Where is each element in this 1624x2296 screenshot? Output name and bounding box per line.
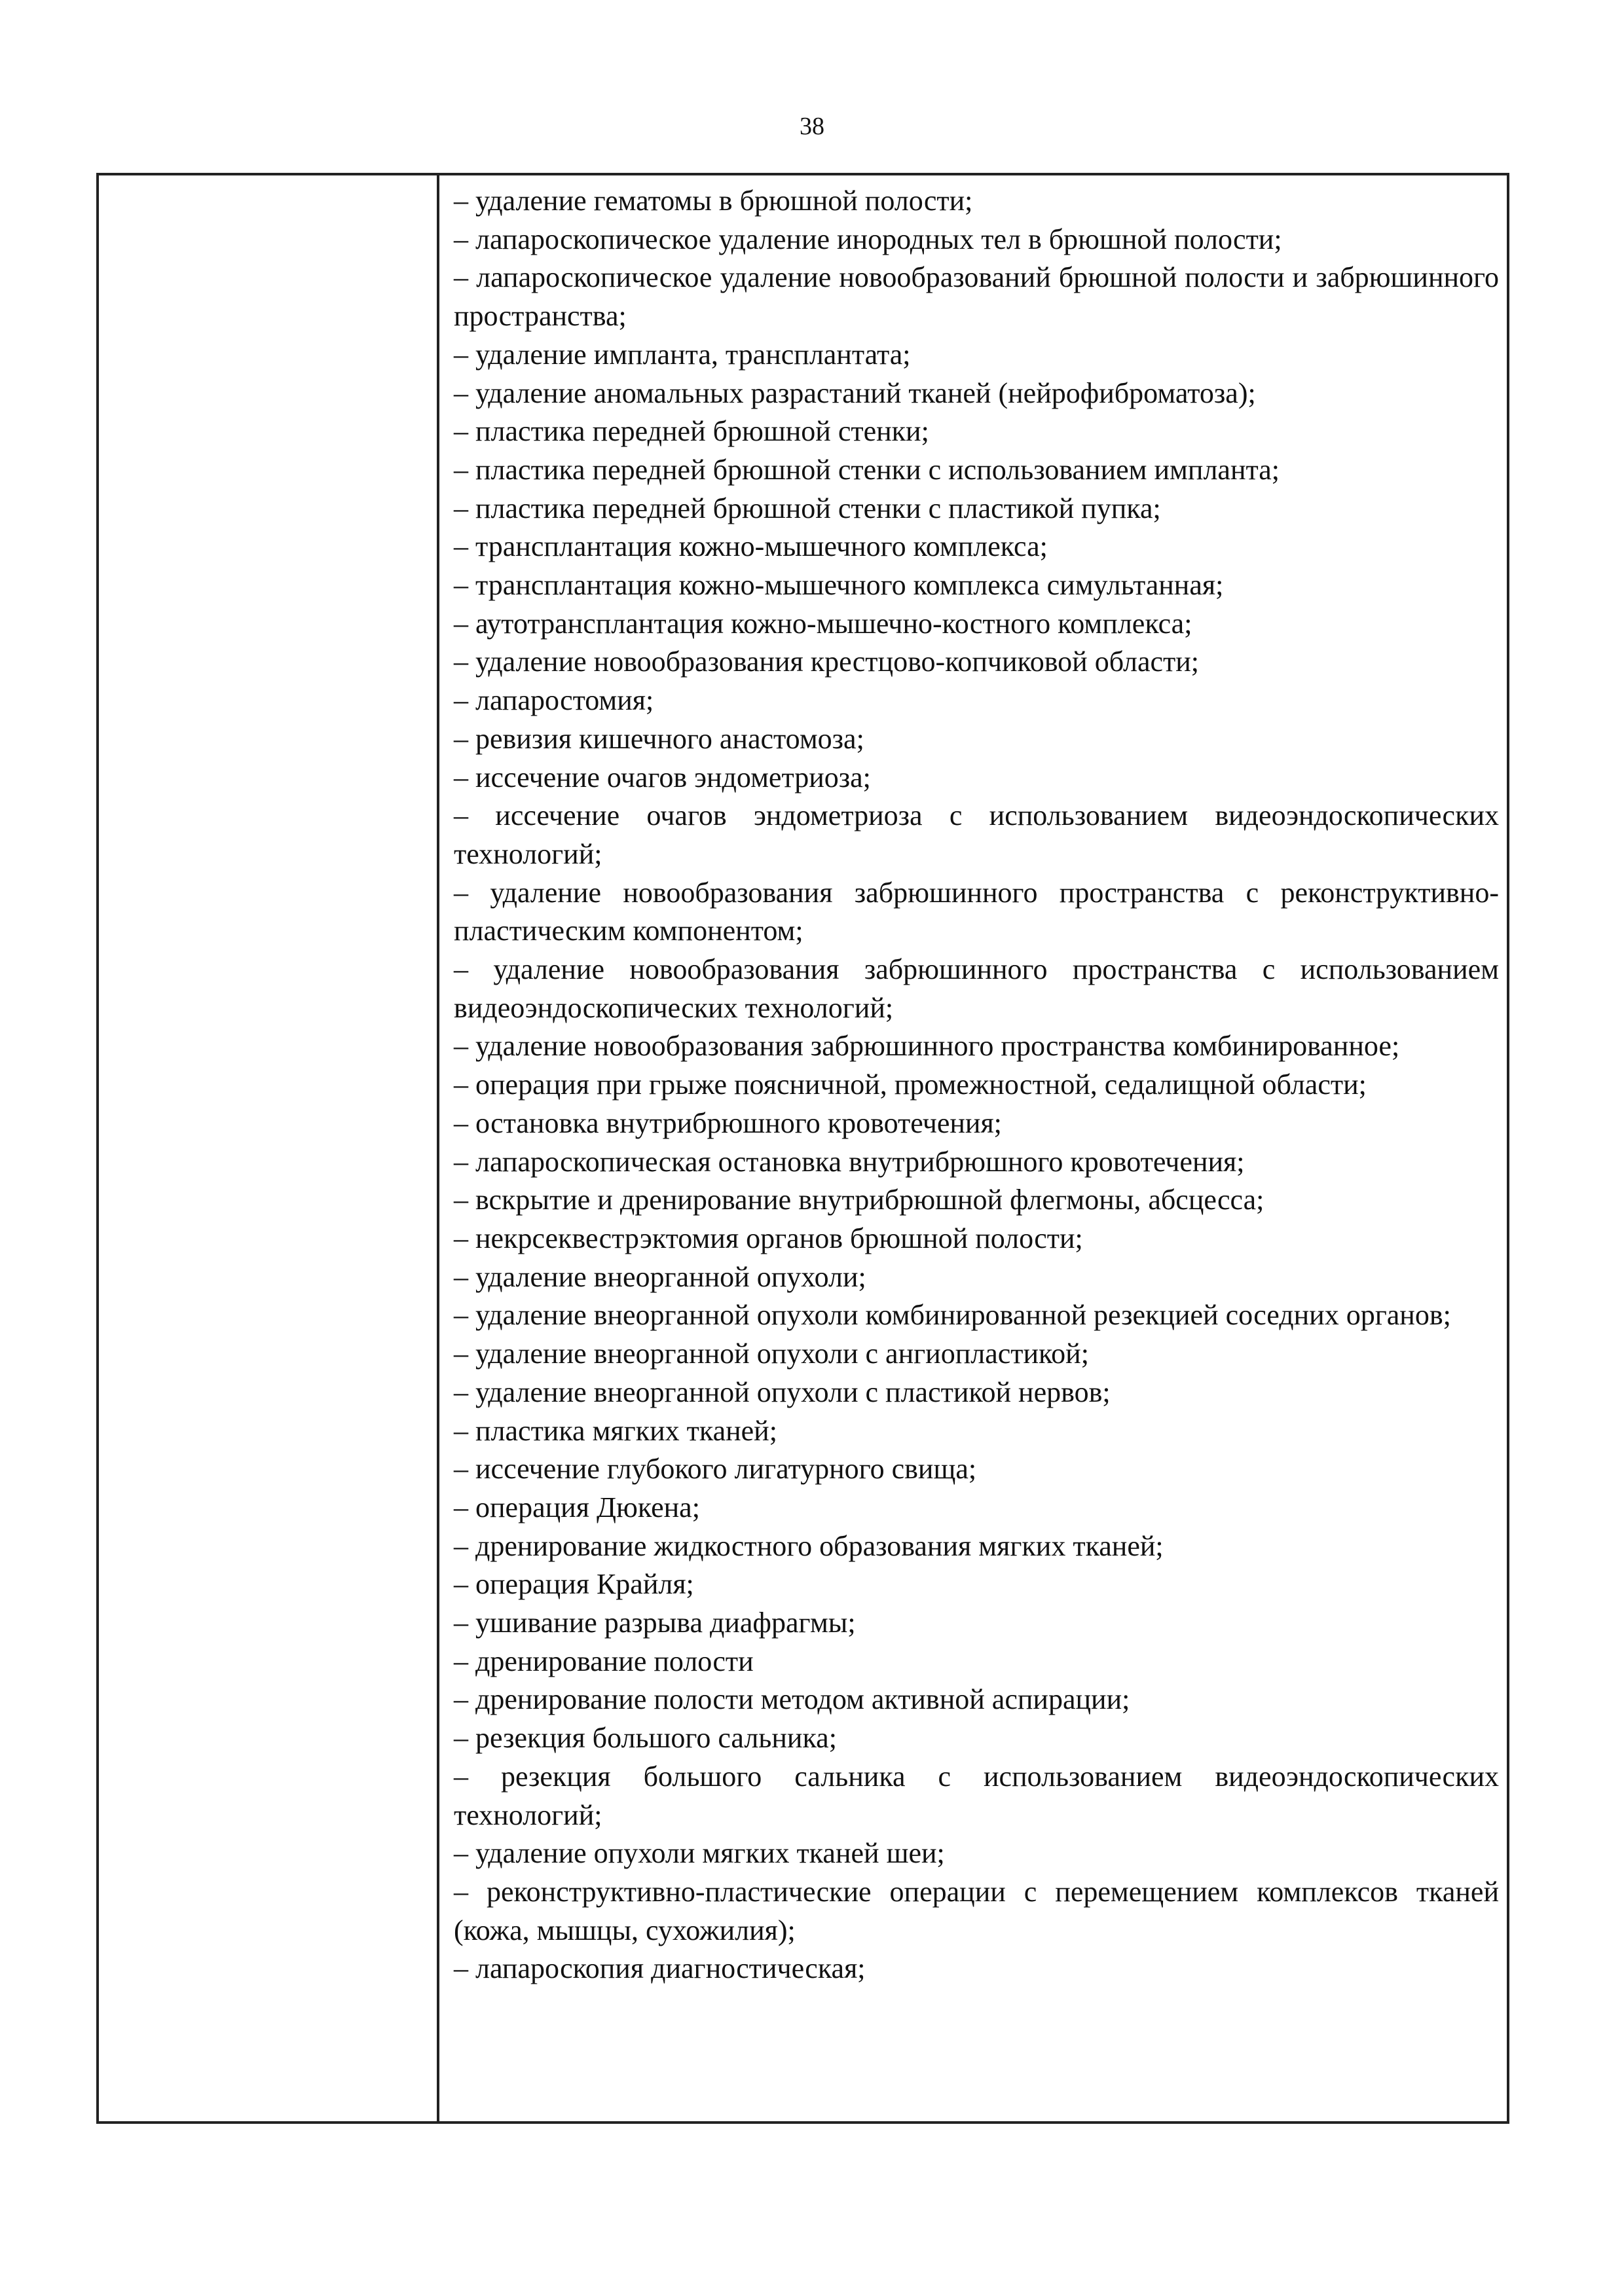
list-item: – дренирование жидкостного образования мягких тканей; [454,1529,1164,1562]
list-item: – дренирование полости методом активной аспирации; [454,1683,1130,1716]
list-item: – удаление внеорганной опухоли комбинированной резекцией соседних органов; [454,1299,1451,1332]
list-item: – лапаростомия; [454,684,654,717]
list-item: – операция Дюкена; [454,1491,700,1523]
list-item: – пластика передней брюшной стенки с пластикой пупка; [454,492,1161,524]
list-item: – удаление внеорганной опухоли с ангиопластикой; [454,1338,1089,1370]
list-item: – удаление внеорганной опухоли; [454,1260,866,1293]
list-item: – реконструктивно-пластические операции с перемещением комплексов тканей (кожа, мышцы, сухожилия); [454,1875,1499,1946]
list-item: – удаление новообразования крестцово-копчиковой области; [454,646,1200,678]
list-item: – удаление новообразования забрюшинного пространства комбинированное; [454,1030,1400,1063]
list-item: – пластика передней брюшной стенки с использованием импланта; [454,453,1280,486]
list-item: – удаление новообразования забрюшинного пространства с реконструктивно-пластическим компонентом; [454,876,1499,947]
list-item: – трансплантация кожно-мышечного комплекса; [454,530,1048,563]
list-item: – ревизия кишечного анастомоза; [454,722,864,755]
list-item: – операция при грыже поясничной, промежностной, седалищной области; [454,1068,1367,1101]
list-item: – некрсеквестрэктомия органов брюшной полости; [454,1222,1083,1254]
list-item: – иссечение очагов эндометриоза с использованием видеоэндоскопических технологий; [454,799,1499,870]
list-item: – остановка внутрибрюшного кровотечения; [454,1106,1002,1139]
list-item: – удаление новообразования забрюшинного пространства с использованием видеоэндоскопических технологий; [454,953,1499,1024]
table-right-cell [439,175,1507,2121]
list-item: – лапароскопическая остановка внутрибрюшного кровотечения; [454,1145,1245,1178]
list-item: – удаление опухоли мягких тканей шеи; [454,1837,945,1870]
page-number: 38 [800,113,824,140]
list-item: – пластика мягких тканей; [454,1414,777,1447]
list-item: – ушивание разрыва диафрагмы; [454,1607,856,1639]
list-item: – пластика передней брюшной стенки; [454,415,929,448]
list-item: – лапароскопия диагностическая; [454,1952,866,1985]
procedures-table [96,173,1509,2124]
table-left-cell [99,175,439,2121]
list-item: – вскрытие и дренирование внутрибрюшной флегмоны, абсцесса; [454,1184,1264,1216]
list-item: – дренирование полости [454,1645,754,1677]
list-item: – резекция большого сальника с использованием видеоэндоскопических технологий; [454,1760,1499,1831]
list-item: – операция Крайля; [454,1568,694,1601]
list-item: – удаление внеорганной опухоли с пластикой нервов; [454,1376,1111,1408]
list-item: – трансплантация кожно-мышечного комплекса симультанная; [454,569,1224,602]
procedure-list [454,182,1499,1988]
list-item: – иссечение очагов эндометриоза; [454,761,871,793]
list-item: – лапароскопическое удаление новообразований брюшной полости и забрюшинного пространства; [454,261,1499,333]
list-item: – иссечение глубокого лигатурного свища; [454,1453,977,1485]
list-item: – удаление гематомы в брюшной полости; [454,185,973,217]
list-item: – резекция большого сальника; [454,1722,837,1755]
list-item: – удаление аномальных разрастаний тканей (нейрофиброматоза); [454,376,1256,409]
list-item: – лапароскопическое удаление инородных тел в брюшной полости; [454,223,1282,255]
list-item: – аутотрансплантация кожно-мышечно-костного комплекса; [454,607,1192,640]
list-item: – удаление импланта, трансплантата; [454,338,911,371]
